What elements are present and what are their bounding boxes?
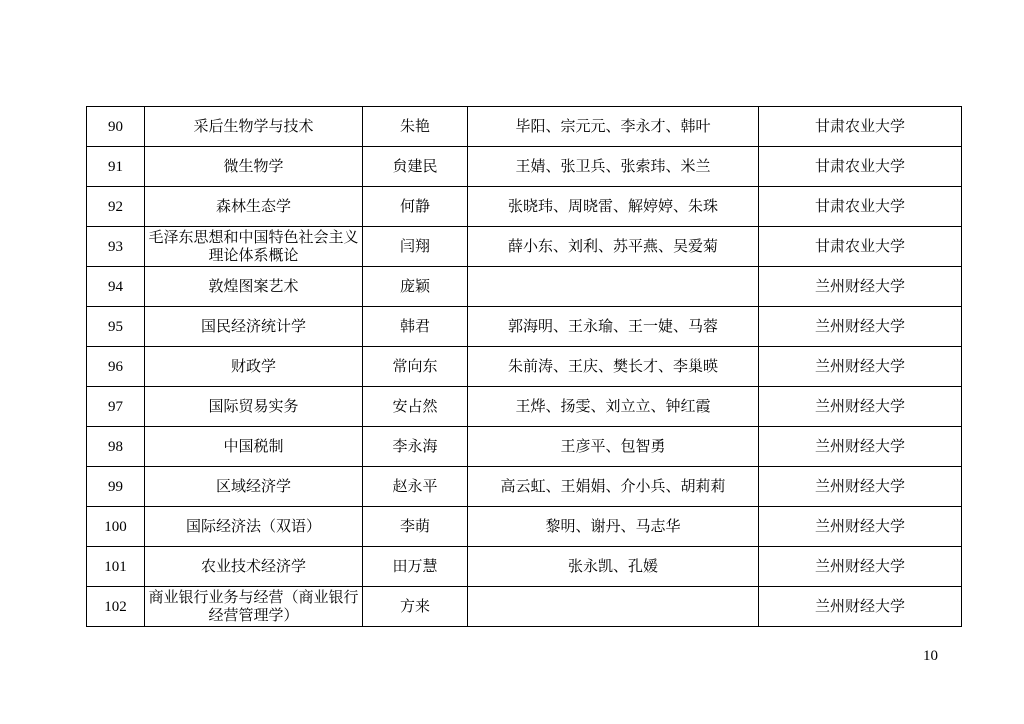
course-table-body: [87, 107, 962, 627]
cell-members: 王烨、扬雯、刘立立、钟红霞: [468, 387, 759, 427]
cell-no: 96: [87, 347, 145, 387]
cell-course-name: 财政学: [145, 347, 363, 387]
table-row: [87, 227, 962, 267]
cell-school: 兰州财经大学: [759, 307, 962, 347]
cell-school: 甘肃农业大学: [759, 227, 962, 267]
cell-leader: 何静: [363, 187, 468, 227]
cell-members: [468, 587, 759, 627]
cell-no: 91: [87, 147, 145, 187]
cell-members: 薛小东、刘利、苏平燕、吴爱菊: [468, 227, 759, 267]
cell-no: 94: [87, 267, 145, 307]
cell-course-name: 敦煌图案艺术: [145, 267, 363, 307]
table-row: [87, 147, 962, 187]
cell-leader: 闫翔: [363, 227, 468, 267]
cell-leader: 庞颖: [363, 267, 468, 307]
cell-course-name: 国民经济统计学: [145, 307, 363, 347]
cell-leader: 安占然: [363, 387, 468, 427]
cell-leader: 田万慧: [363, 547, 468, 587]
table-row: [87, 427, 962, 467]
table-row: [87, 187, 962, 227]
course-table: [86, 106, 962, 627]
cell-leader: 贠建民: [363, 147, 468, 187]
table-row: [87, 507, 962, 547]
cell-course-name: 农业技术经济学: [145, 547, 363, 587]
cell-members: 王彦平、包智勇: [468, 427, 759, 467]
cell-course-name: 区域经济学: [145, 467, 363, 507]
cell-no: 93: [87, 227, 145, 267]
table-row: [87, 467, 962, 507]
cell-members: 王婧、张卫兵、张索玮、米兰: [468, 147, 759, 187]
cell-course-name: 中国税制: [145, 427, 363, 467]
cell-school: 兰州财经大学: [759, 547, 962, 587]
page-number: 10: [923, 648, 938, 664]
cell-leader: 李永海: [363, 427, 468, 467]
cell-school: 甘肃农业大学: [759, 107, 962, 147]
cell-no: 99: [87, 467, 145, 507]
table-row: [87, 547, 962, 587]
cell-leader: 韩君: [363, 307, 468, 347]
cell-school: 兰州财经大学: [759, 347, 962, 387]
table-row: [87, 307, 962, 347]
cell-no: 95: [87, 307, 145, 347]
cell-no: 102: [87, 587, 145, 627]
cell-leader: 朱艳: [363, 107, 468, 147]
table-row: [87, 347, 962, 387]
cell-school: 兰州财经大学: [759, 507, 962, 547]
course-table-container: [86, 106, 938, 627]
cell-course-name: 森林生态学: [145, 187, 363, 227]
cell-members: 高云虹、王娟娟、介小兵、胡莉莉: [468, 467, 759, 507]
cell-school: 兰州财经大学: [759, 267, 962, 307]
cell-school: 甘肃农业大学: [759, 187, 962, 227]
cell-leader: 赵永平: [363, 467, 468, 507]
cell-members: 张晓玮、周晓雷、解婷婷、朱珠: [468, 187, 759, 227]
cell-school: 甘肃农业大学: [759, 147, 962, 187]
cell-course-name: 微生物学: [145, 147, 363, 187]
cell-no: 90: [87, 107, 145, 147]
cell-no: 100: [87, 507, 145, 547]
cell-members: [468, 267, 759, 307]
cell-leader: 方来: [363, 587, 468, 627]
cell-school: 兰州财经大学: [759, 587, 962, 627]
cell-course-name: 毛泽东思想和中国特色社会主义理论体系概论: [145, 227, 363, 267]
table-row: [87, 267, 962, 307]
cell-course-name: 国际经济法（双语）: [145, 507, 363, 547]
table-row: [87, 107, 962, 147]
cell-course-name: 采后生物学与技术: [145, 107, 363, 147]
cell-members: 朱前涛、王庆、樊长才、李巢暎: [468, 347, 759, 387]
cell-course-name: 商业银行业务与经营（商业银行经营管理学）: [145, 587, 363, 627]
cell-school: 兰州财经大学: [759, 387, 962, 427]
cell-members: 黎明、谢丹、马志华: [468, 507, 759, 547]
cell-members: 郭海明、王永瑜、王一婕、马蓉: [468, 307, 759, 347]
cell-leader: 李萌: [363, 507, 468, 547]
cell-no: 92: [87, 187, 145, 227]
cell-course-name: 国际贸易实务: [145, 387, 363, 427]
cell-no: 98: [87, 427, 145, 467]
cell-no: 97: [87, 387, 145, 427]
cell-school: 兰州财经大学: [759, 427, 962, 467]
table-row: [87, 587, 962, 627]
cell-members: 毕阳、宗元元、李永才、韩叶: [468, 107, 759, 147]
cell-no: 101: [87, 547, 145, 587]
table-row: [87, 387, 962, 427]
cell-leader: 常向东: [363, 347, 468, 387]
cell-school: 兰州财经大学: [759, 467, 962, 507]
cell-members: 张永凯、孔媛: [468, 547, 759, 587]
